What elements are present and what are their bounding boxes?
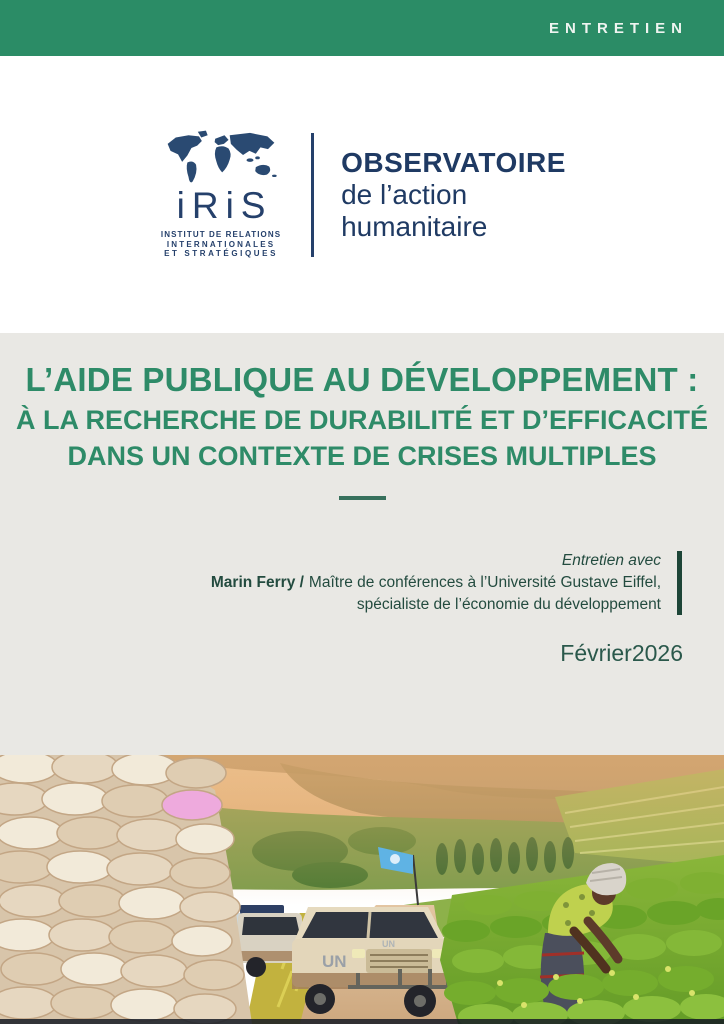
title-section xyxy=(0,333,724,755)
attribution-intro: Entretien avec xyxy=(561,551,661,569)
author-name: Marin Ferry / xyxy=(210,573,304,591)
world-map-icon xyxy=(162,130,280,188)
title-line-3: DANS UN CONTEXTE DE CRISES MULTIPLES xyxy=(67,441,657,471)
top-banner xyxy=(0,0,724,56)
attribution-author-line xyxy=(211,572,661,594)
observatoire-subtitle: de l’action xyxy=(341,178,468,210)
cover-photo xyxy=(0,755,724,1024)
iris-subtitle xyxy=(158,230,284,259)
observatoire-title: OBSERVATOIRE xyxy=(341,146,566,178)
author-role-1: Maître de conférences à l’Université Gustave Eiffel, xyxy=(308,573,661,591)
photo-grain-sacks xyxy=(0,755,252,1024)
iris-subtitle-line: ET STRATÉGIQUES xyxy=(164,249,279,259)
title-line-2: À LA RECHERCHE DE DURABILITÉ ET D’EFFICACITÉ xyxy=(15,405,708,435)
photo-bottom-shadow xyxy=(0,1019,724,1024)
iris-observatoire-logo xyxy=(158,130,566,259)
iris-logo xyxy=(158,130,284,259)
author-role-2: spécialiste de l’économie du développement xyxy=(356,595,661,613)
logo-section xyxy=(0,56,724,333)
logo-divider xyxy=(311,133,314,257)
attribution-text xyxy=(211,550,661,616)
title-separator-dash xyxy=(339,496,386,500)
page-title xyxy=(0,357,724,474)
observatoire-wordmark xyxy=(341,147,566,243)
iris-subtitle-line: INTERNATIONALES xyxy=(166,239,276,249)
un-marking-hood: UN xyxy=(382,939,395,949)
iris-subtitle-line: INSTITUT DE RELATIONS xyxy=(160,230,282,240)
observatoire-subtitle: humanitaire xyxy=(341,210,488,242)
attribution-accent-bar xyxy=(677,551,682,615)
un-marking-door: UN xyxy=(322,952,347,971)
title-line-1: L’AIDE PUBLIQUE AU DÉVELOPPEMENT : xyxy=(25,361,699,398)
document-type-label: ENTRETIEN xyxy=(548,19,688,37)
attribution-block xyxy=(0,550,724,616)
publication-date: Février2026 xyxy=(560,639,683,666)
iris-wordmark: iRiS xyxy=(176,185,273,227)
